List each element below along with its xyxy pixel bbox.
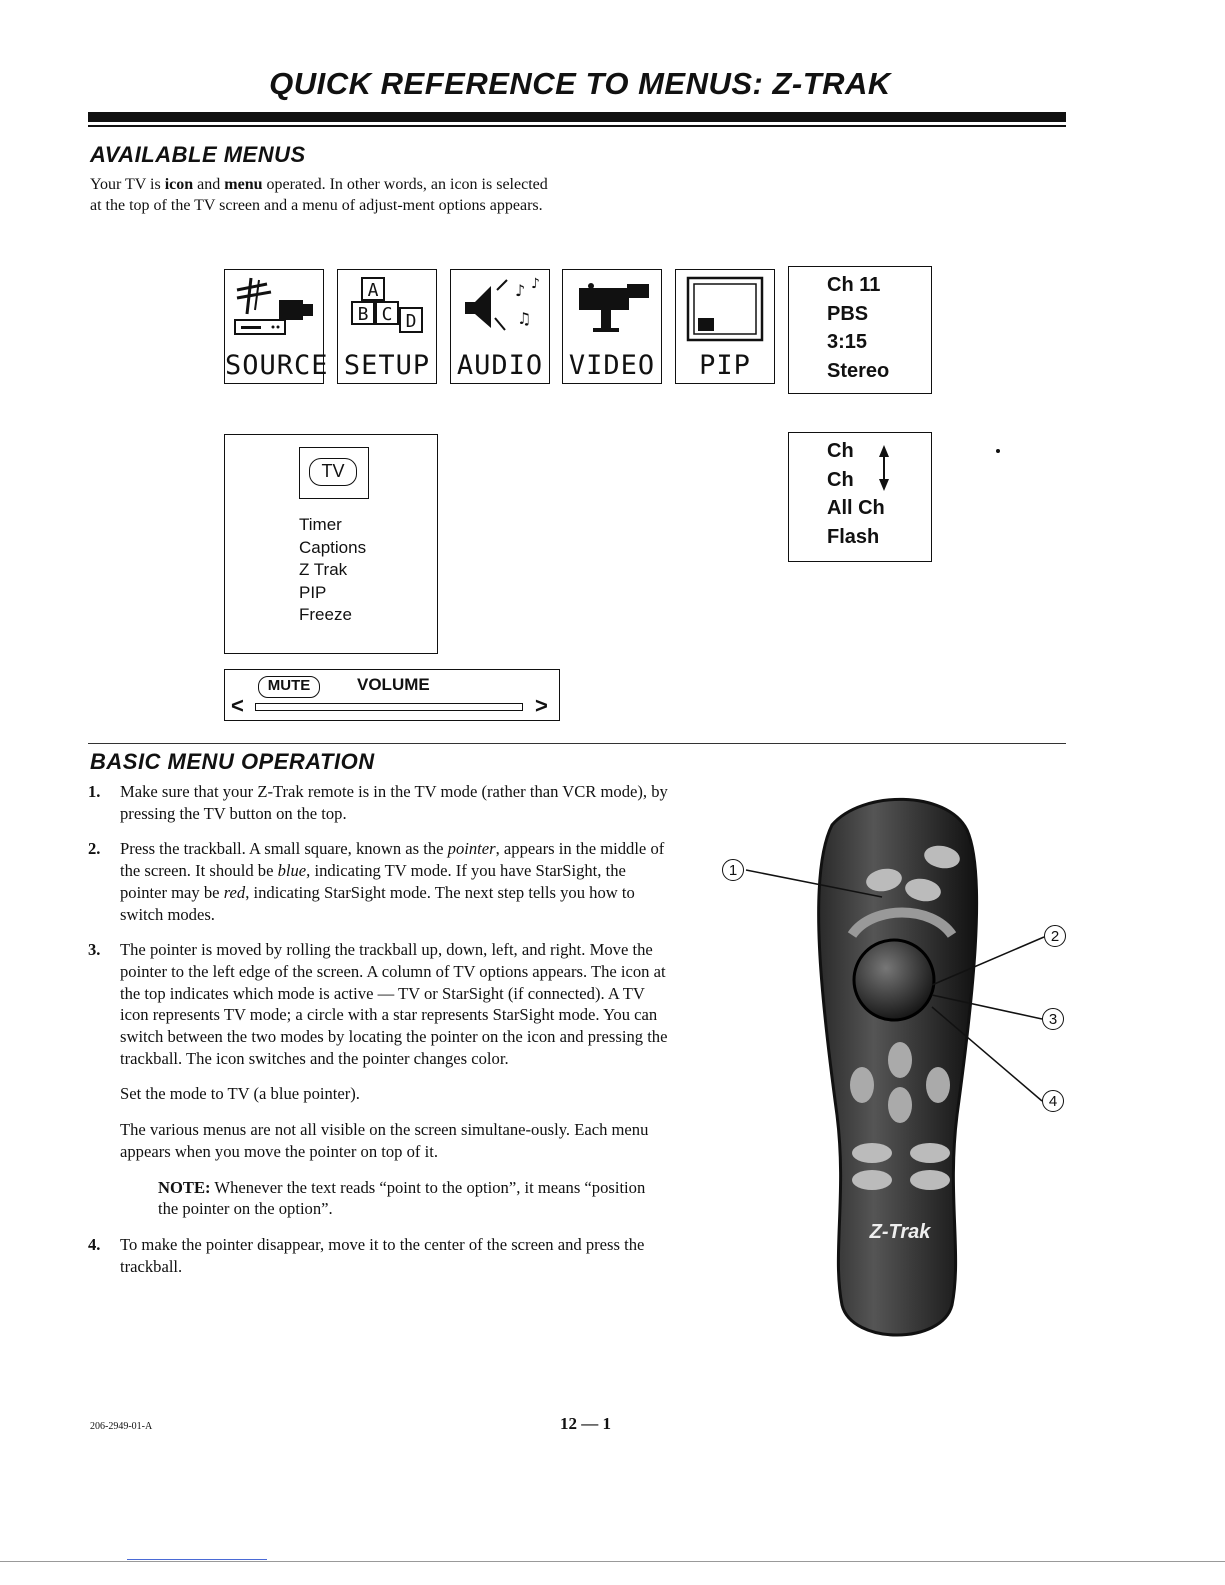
page-bottom-accent: [127, 1559, 267, 1560]
channel-time: 3:15: [827, 331, 868, 353]
tv-options-menu: [224, 434, 438, 654]
svg-text:C: C: [381, 304, 393, 325]
callout-1: 1: [722, 859, 744, 881]
step-1: 1. Make sure that your Z-Trak remote is in the TV mode (rather than VCR mode), by pressing the TV button on the top.: [88, 782, 668, 823]
volume-label: VOLUME: [357, 675, 430, 694]
svg-text:♪: ♪: [531, 276, 540, 292]
page-bottom-line: [0, 1561, 1225, 1562]
source-label: SOURCE: [225, 350, 329, 381]
available-menus-heading: AVAILABLE MENUS: [90, 142, 306, 167]
note-paragraph: NOTE: Whenever the text reads “point to the option”, it means “position the pointer on the option”.: [158, 1177, 646, 1219]
menu-item-freeze[interactable]: Freeze: [299, 605, 352, 624]
video-menu-icon[interactable]: [562, 269, 662, 384]
channel-down-item[interactable]: Ch: [827, 468, 854, 491]
svg-text:B: B: [357, 304, 369, 325]
intro-paragraph: Your TV is icon and menu operated. In other words, an icon is selected at the top of the TV screen and a menu of adjust-ment options appears.: [90, 176, 548, 214]
setup-menu-icon[interactable]: [337, 269, 437, 384]
channel-menu-box: [788, 432, 932, 562]
channel-up-item[interactable]: Ch: [827, 440, 854, 462]
speaker-notes-icon: [457, 274, 543, 342]
page-title: QUICK REFERENCE TO MENUS: Z-TRAK: [269, 66, 891, 101]
channel-number: Ch 11: [827, 274, 881, 296]
volume-slider[interactable]: [255, 703, 523, 711]
step-3: 3. The pointer is moved by rolling the trackball up, down, left, and right. Move the pointer to the left edge of the screen. A column of TV options appears. The icon at the top indicates which mode is active — TV or StarSight (if connected). A TV icon represents TV mode; a circle with a star represents StarSight mode. You can switch between the two modes by locating the pointer on the icon and pressing the trackball. The icon switches and the pointer changes color.: [88, 940, 668, 1068]
callout-2: 2: [1044, 925, 1066, 947]
callout-4: 4: [1042, 1090, 1064, 1112]
document-number: 206-2949-01-A: [90, 1421, 153, 1432]
audio-label: AUDIO: [456, 350, 544, 381]
menu-item-z-trak[interactable]: Z Trak: [299, 560, 348, 579]
svg-text:A: A: [367, 280, 379, 301]
antenna-vcr-icon: [231, 274, 317, 342]
tv-mode-icon[interactable]: TV: [299, 447, 369, 499]
channel-info-box: [788, 266, 932, 394]
basic-menu-operation-heading: BASIC MENU OPERATION: [90, 749, 375, 774]
abcd-blocks-icon: [344, 274, 430, 342]
steps-list: [88, 781, 668, 1291]
channel-audio: Stereo: [827, 359, 890, 382]
picture-in-picture-icon: [682, 274, 768, 342]
camera-icon: [569, 274, 655, 342]
title-rule-thin: [88, 125, 1066, 127]
volume-left-arrow[interactable]: <: [231, 693, 244, 718]
menu-item-pip[interactable]: PIP: [299, 582, 327, 602]
speck: [996, 449, 1000, 453]
flash-item[interactable]: Flash: [827, 525, 880, 548]
section-divider: [88, 743, 1066, 744]
channel-station: PBS: [827, 302, 869, 325]
pip-label: PIP: [699, 350, 751, 381]
audio-menu-icon[interactable]: [450, 269, 550, 384]
mute-button[interactable]: MUTE: [258, 676, 320, 698]
up-down-arrow-icon: [877, 445, 891, 491]
remote-control-icon: [712, 785, 1082, 1345]
menu-item-captions[interactable]: Captions: [299, 537, 367, 557]
set-mode-paragraph: Set the mode to TV (a blue pointer).: [120, 1084, 360, 1104]
pip-menu-icon[interactable]: [675, 269, 775, 384]
volume-right-arrow[interactable]: >: [535, 693, 548, 718]
svg-text:Z-Trak: Z-Trak: [869, 1221, 931, 1243]
source-menu-icon[interactable]: [224, 269, 329, 384]
menu-item-timer[interactable]: Timer: [299, 515, 342, 534]
svg-text:♪: ♪: [515, 281, 526, 300]
volume-bar[interactable]: [224, 669, 560, 721]
z-trak-remote-illustration: [712, 785, 1082, 1345]
title-rule-thick: [88, 112, 1066, 122]
all-channels-item[interactable]: All Ch: [827, 497, 885, 519]
callout-3: 3: [1042, 1008, 1064, 1030]
svg-text:D: D: [405, 311, 417, 332]
video-label: VIDEO: [568, 350, 656, 381]
step-4: 4. To make the pointer disappear, move it to the center of the screen and press the trackball.: [88, 1234, 645, 1276]
step-2: 2. Press the trackball. A small square, known as the pointer, appears in the middle of the screen. It should be blue, indicating TV mode. If you have StarSight, the pointer may be red, indicating StarSight mode. The next step tells you how to switch modes.: [88, 839, 665, 924]
menus-visibility-paragraph: The various menus are not all visible on the screen simultane-ously. Each menu appears when you move the pointer on top of it.: [120, 1120, 649, 1161]
svg-text:♫: ♫: [517, 309, 532, 328]
setup-label: SETUP: [343, 350, 431, 381]
page-number: 12 — 1: [560, 1414, 611, 1433]
